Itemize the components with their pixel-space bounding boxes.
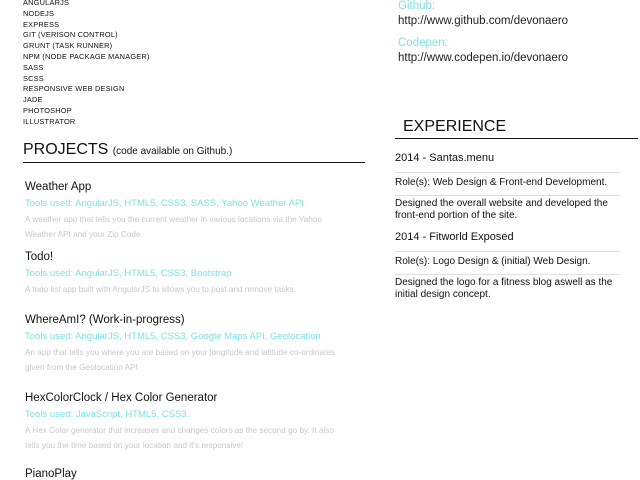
github-label: Github:	[398, 0, 436, 12]
project-description: A Hex Color generator that increases and changes colors as the second go by. It also tells you the time based on your location and it's responsive!	[25, 426, 334, 450]
project-item-todo	[25, 251, 345, 297]
projects-title: PROJECTS	[23, 141, 109, 158]
project-tools: Tools used: AngularJS, HTML5, CSS3, SASS, Yahoo Weather API	[25, 198, 304, 209]
skill-item: GIT (VERISON CONTROL)	[23, 30, 118, 40]
experience-role: Role(s): Web Design & Front-end Development.	[395, 172, 620, 188]
contact-codepen	[398, 37, 618, 64]
project-description: An app that tells you where you are based on your longitude and latitude co-ordinates given from the Geolocation API.	[25, 348, 335, 372]
skill-item: SCSS	[23, 73, 44, 83]
project-title: Weather App	[25, 181, 92, 193]
skills-list	[23, 0, 323, 128]
project-title: PianoPlay	[25, 468, 77, 480]
skill-item: SASS	[23, 62, 44, 72]
experience-role: Role(s): Logo Design & (initial) Web Design.	[395, 251, 620, 267]
project-tools: Tools used: AngularJS, HTML5, CSS3, Google Maps API, Geolocation	[25, 331, 321, 342]
skill-item: JADE	[23, 95, 43, 105]
codepen-label: Codepen:	[398, 37, 448, 49]
experience-description: Designed the logo for a fitness blog aswell as the initial design concept.	[395, 274, 620, 301]
project-item-pianoplay	[25, 468, 345, 480]
project-item-hexcolorclock	[25, 392, 345, 453]
skill-item: ANGULARJS	[23, 0, 70, 7]
experience-title-line: 2014 - Fitworld Exposed	[395, 231, 514, 243]
projects-section-heading	[23, 141, 365, 163]
project-title: HexColorClock / Hex Color Generator	[25, 392, 218, 404]
codepen-link[interactable]: http://www.codepen.io/devonaero	[398, 52, 569, 64]
experience-title: EXPERIENCE	[403, 118, 507, 135]
project-description: A weather app that tells you the current weather in various locations via the Yahoo Weather API and your Zip Code	[25, 215, 322, 239]
project-item-whereami	[25, 314, 345, 375]
skill-item: GRUNT (TASK RUNNER)	[23, 41, 113, 51]
experience-description: Designed the overall website and developed the front-end portion of the site.	[395, 195, 620, 222]
project-tools: Tools used: JavaScript, HTML5, CSS3.	[25, 409, 190, 420]
project-item-weather-app	[25, 181, 345, 242]
projects-subtitle: (code available on Github.)	[112, 146, 233, 157]
project-title: Todo!	[25, 251, 54, 263]
skill-item: PHOTOSHOP	[23, 105, 72, 115]
skill-item: NPM (NODE PACKAGE MANAGER)	[23, 51, 150, 61]
skill-item: RESPONSIVE WEB DESIGN	[23, 84, 125, 94]
contact-github	[398, 0, 618, 27]
skill-item: ILLUSTRATOR	[23, 116, 76, 126]
skill-item: NODEJS	[23, 8, 55, 18]
project-title: WhereAmI? (Work-in-progress)	[25, 314, 185, 326]
github-link[interactable]: http://www.github.com/devonaero	[398, 15, 569, 27]
experience-item-fitworld	[395, 231, 620, 301]
project-description: A todo list app built with AngularJS to allows you to post and remove tasks.	[25, 285, 296, 294]
experience-item-santas-menu	[395, 152, 620, 222]
experience-section-heading	[395, 118, 638, 139]
project-tools: Tools used: AngularJS, HTML5, CSS3, Bootstrap	[25, 268, 232, 279]
skill-item: EXPRESS	[23, 19, 60, 29]
experience-title-line: 2014 - Santas.menu	[395, 152, 495, 164]
